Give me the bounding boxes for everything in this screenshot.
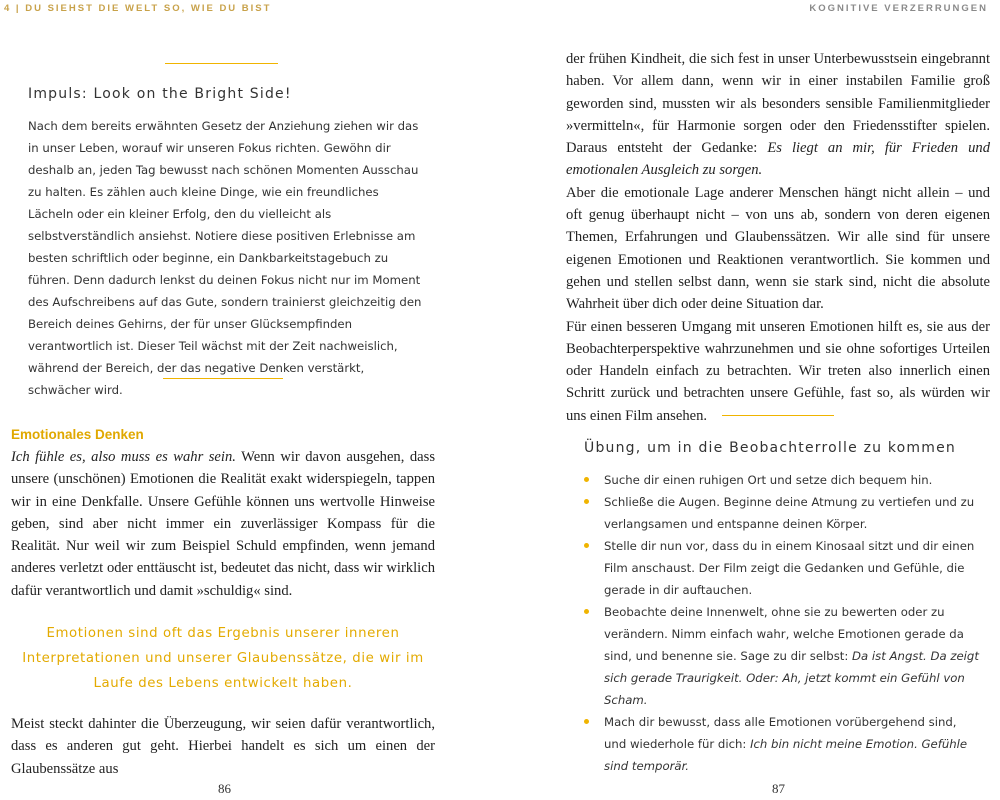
exercise-title: Übung, um in die Beobachterrolle zu kommen (584, 440, 956, 456)
impulse-title: Impuls: Look on the Bright Side! (28, 86, 292, 102)
running-head-right: KOGNITIVE VERZERRUNGEN (809, 3, 988, 14)
impulse-top-rule (165, 63, 278, 64)
exercise-step-text: Beobachte deine Innenwelt, ohne sie zu bewerten oder zu verändern. Nimm einfach wahr, welche Emotionen gerade da sind, und benenne sie. Sage zu dir selbst: (604, 605, 964, 663)
impulse-bottom-rule (163, 378, 283, 379)
section-paragraph-1-text: Wenn wir davon ausgehen, dass unsere (unschönen) Emotionen die Realität exakt widerspiegeln, tappen wir in eine Denkfalle. Unsere Gefühle können uns wertvolle Hinweise geben, sind aber nicht immer ein zuverlässiger Kompass für die Realität. Nur weil wir zum Beispiel Schuld empfinden, wenn jemand anderes verletzt oder enttäuscht ist, bedeutet das nicht, dass wir wirklich dafür verantwortlich und damit »schuldig« sind. (11, 449, 435, 599)
right-page (500, 0, 1000, 800)
right-paragraph-3: Für einen besseren Umgang mit unseren Emotionen hilft es, sie aus der Beobachterperspektive wahrzunehmen und sie ohne sofortiges Urteilen oder Handeln einfach zu betrachten. Wir treten also innerlich einen Schritt zurück und betrachten unsere Gefühle, fast so, als würden wir uns einen Film ansehen. (566, 318, 990, 424)
exercise-step (584, 711, 979, 777)
page-number-right: 87 (772, 781, 785, 796)
exercise-step (584, 601, 979, 711)
exercise-step-text: Stelle dir nun vor, dass du in einem Kinosaal sitzt und dir einen Film anschaust. Der Film zeigt die Gedanken und Gefühle, die gerade in dir auftauchen. (604, 539, 975, 597)
exercise-step-text: Mach dir bewusst, dass alle Emotionen vorübergehend sind, und wiederhole für dich: (604, 715, 957, 751)
right-paragraph-2: Aber die emotionale Lage anderer Menschen hängt nicht allein – und oft genug überhaupt nicht – von uns ab, sondern von deren eigenen Themen, Erfahrungen und Glaubenssätzen. Wir alle sind für unsere eigenen Emotionen und Reaktionen verantwortlich. Sie kommen und gehen und stellen selbst dann, wenn sie stark sind, nicht die absolute Wahrheit über dich oder deine Situation dar. (566, 184, 990, 313)
exercise-step-text: Suche dir einen ruhigen Ort und setze dich bequem hin. (604, 473, 933, 487)
exercise-step-italic: Da ist Angst. Da zeigt sich gerade Traurigkeit. Oder: Ah, jetzt kommt ein Gefühl von Scham. (604, 649, 979, 707)
exercise-steps (584, 469, 979, 777)
bullet-icon (584, 609, 589, 614)
right-body (566, 48, 990, 427)
exercise-step-italic: Ich bin nicht meine Emotion. Gefühle sind temporär. (604, 737, 968, 773)
bullet-icon (584, 719, 589, 724)
bullet-icon (584, 499, 589, 504)
right-paragraph-1-text: der frühen Kindheit, die sich fest in unser Unterbewusstsein eingebrannt haben. Vor allem dann, wenn wir in einer instabilen Familie groß geworden sind, mussten wir als besonders sensible Familienmitglieder »vermitteln«, für Harmonie sorgen oder den Friedensstifter spielen. Daraus entsteht der Gedanke: (566, 51, 990, 157)
section-paragraph-2: Meist steckt dahinter die Überzeugung, wir seien dafür verantwortlich, dass es anderen gut geht. Hierbei handelt es sich um einen der Glaubenssätze aus (11, 716, 435, 777)
exercise-step (584, 491, 979, 535)
exercise-step-text: Schließe die Augen. Beginne deine Atmung zu vertiefen und zu verlangsamen und entspanne deinen Körper. (604, 495, 975, 531)
bullet-icon (584, 477, 589, 482)
exercise-top-rule (722, 415, 834, 416)
section-heading: Emotionales Denken (11, 427, 144, 442)
page-number-left: 86 (218, 781, 231, 796)
right-paragraph-1 (566, 48, 990, 182)
bullet-icon (584, 543, 589, 548)
pull-quote: Emotionen sind oft das Ergebnis unserer inneren Interpretationen und unserer Glaubenssätze, die wir im Laufe des Lebens entwickelt haben. (22, 626, 424, 691)
impulse-text: Nach dem bereits erwähnten Gesetz der Anziehung ziehen wir das in unser Leben, worauf wir unseren Fokus richten. Gewöhn dir deshalb an, jeden Tag bewusst nach schönen Momenten Ausschau zu halten. Es zählen auch kleine Dinge, wie ein freundliches Lächeln oder ein kleiner Erfolg, den du vielleicht als selbstverständlich ansiehst. Notiere diese positiven Erlebnisse am besten schriftlich oder beginne, ein Dankbarkeitstagebuch zu führen. Denn dadurch lenkst du deinen Fokus nicht nur im Moment des Aufschreibens auf das Gute, sondern trainierst gleichzeitig den Bereich deines Gehirns, der für unser Glücksempfinden verantwortlich ist. Dieser Teil wächst mit der Zeit nachweislich, während der Bereich, der das negative Denken verstärkt, schwächer wird. (28, 119, 422, 397)
section-paragraph-1 (11, 446, 435, 602)
section-intro-italic: Ich fühle es, also muss es wahr sein. (11, 449, 236, 465)
exercise-step (584, 535, 979, 601)
right-paragraph-1-italic: Es liegt an mir, für Frieden und emotionalen Ausgleich zu sorgen. (566, 140, 990, 179)
exercise-step (584, 469, 979, 491)
running-head-left: 4 | DU SIEHST DIE WELT SO, WIE DU BIST (4, 3, 272, 14)
